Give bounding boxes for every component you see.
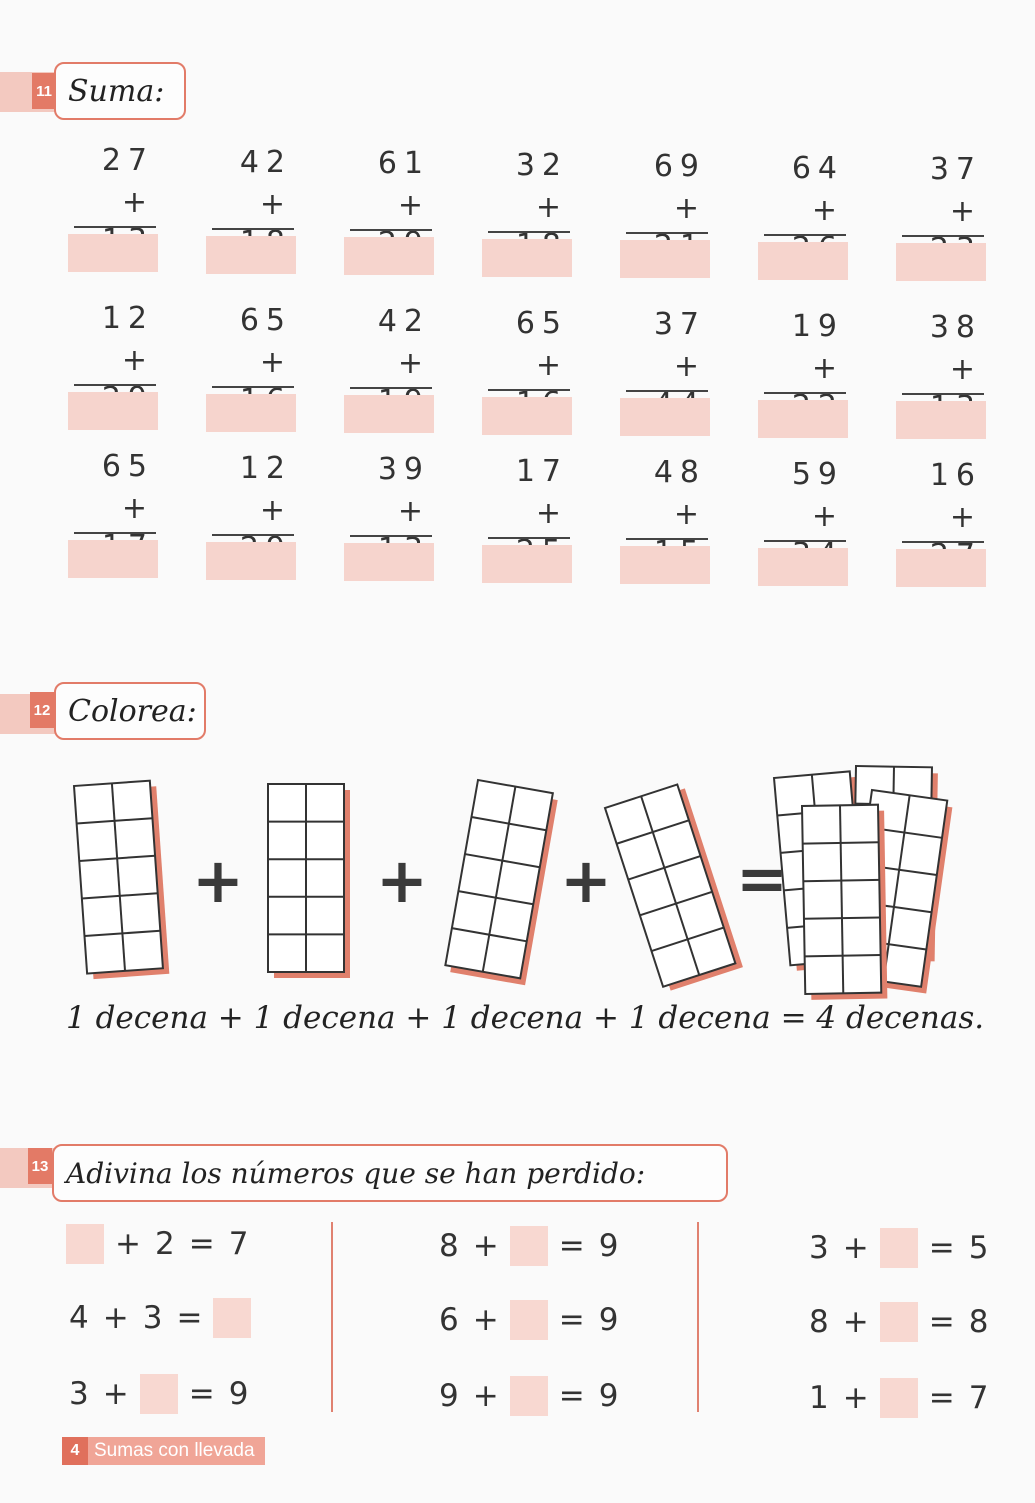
sum-line — [488, 537, 570, 539]
answer-box[interactable] — [896, 243, 986, 281]
addend-top: 19 — [791, 308, 844, 344]
addend-top: 42 — [377, 304, 430, 339]
equation-operator: = — [558, 1228, 585, 1264]
sum-line — [764, 392, 846, 394]
addition-problem — [758, 150, 848, 280]
addend-top: 17 — [515, 453, 568, 489]
answer-box[interactable] — [344, 543, 434, 581]
equation-number: 5 — [968, 1230, 989, 1266]
ex13-title: Adivina los números que se han perdido: — [52, 1144, 728, 1202]
addend-top: 69 — [653, 149, 706, 184]
sum-line — [764, 234, 846, 236]
addition-problem — [482, 147, 572, 277]
addend-bottom: + — [949, 352, 982, 387]
addend-top: 16 — [929, 458, 982, 493]
equation-operator: = — [558, 1302, 585, 1338]
equation-operator: + — [472, 1378, 499, 1414]
ten-bar-stack-4 — [802, 805, 887, 1000]
ex12-caption: 1 decena + 1 decena + 1 decena + 1 decena = 4 decenas. — [66, 1000, 985, 1036]
equation-operator: = — [176, 1300, 203, 1336]
addend-bottom: + — [949, 500, 982, 535]
equation-row — [62, 1224, 255, 1264]
addend-top: 39 — [377, 452, 430, 487]
addend-top: 37 — [653, 307, 706, 342]
equation-operator: = — [928, 1304, 955, 1340]
addition-problem — [68, 448, 158, 578]
answer-box[interactable] — [482, 545, 572, 583]
addend-top: 65 — [515, 305, 568, 341]
equation-operator: + — [842, 1230, 869, 1266]
sum-line — [350, 229, 432, 231]
equation-number: 4 — [69, 1300, 89, 1336]
equation-number: 6 — [439, 1302, 459, 1338]
equation-number: 3 — [69, 1376, 89, 1412]
addition-problem — [758, 308, 848, 438]
equation-operator: + — [472, 1302, 499, 1338]
answer-box[interactable] — [896, 401, 986, 439]
ex12-title: Colorea: — [54, 682, 206, 740]
equation-number: 9 — [598, 1302, 619, 1338]
addition-problem — [344, 145, 434, 275]
equation-operator: = — [188, 1226, 215, 1262]
ex11-title: Suma: — [54, 62, 186, 120]
addend-top: 48 — [653, 455, 706, 490]
answer-box[interactable] — [620, 240, 710, 278]
addition-problem — [68, 300, 158, 430]
answer-box[interactable] — [620, 398, 710, 436]
answer-box[interactable] — [344, 237, 434, 275]
addend-bottom: + — [811, 350, 844, 386]
answer-box[interactable] — [68, 234, 158, 272]
equation-row — [432, 1300, 625, 1340]
missing-number-box[interactable] — [66, 1224, 104, 1264]
answer-box[interactable] — [482, 239, 572, 277]
equation-number: 8 — [968, 1304, 989, 1340]
equation-number: 9 — [228, 1376, 249, 1412]
addend-bottom: + — [535, 189, 568, 225]
equation-number: 2 — [154, 1226, 175, 1262]
equation-number: 9 — [439, 1378, 459, 1414]
equation-row — [62, 1298, 255, 1338]
answer-box[interactable] — [344, 395, 434, 433]
addend-bottom: + — [259, 344, 292, 380]
addition-problem — [896, 151, 986, 281]
column-divider-2 — [697, 1222, 699, 1412]
equation-row — [432, 1376, 625, 1416]
sum-line — [350, 387, 432, 389]
addend-top: 61 — [377, 146, 430, 181]
answer-box[interactable] — [758, 400, 848, 438]
addend-top: 12 — [101, 301, 154, 336]
addition-problem — [620, 454, 710, 584]
plus-sign-1: + — [192, 844, 244, 917]
ten-bar-1 — [74, 780, 169, 979]
addend-top: 65 — [101, 449, 154, 484]
equation-number: 1 — [809, 1380, 829, 1416]
answer-box[interactable] — [206, 236, 296, 274]
addend-bottom: + — [673, 349, 706, 384]
addition-problem — [620, 306, 710, 436]
equation-row — [62, 1374, 255, 1414]
ten-bar-3 — [444, 780, 558, 985]
addend-bottom: + — [397, 346, 430, 381]
equation-number: 8 — [809, 1304, 829, 1340]
addend-top: 37 — [929, 152, 982, 187]
addition-problem — [206, 144, 296, 274]
addend-bottom: + — [535, 495, 568, 531]
answer-box[interactable] — [620, 546, 710, 584]
sum-line — [902, 541, 984, 543]
addition-problem — [206, 302, 296, 432]
addition-problem — [896, 457, 986, 587]
equation-operator: + — [115, 1226, 141, 1262]
equation-operator: = — [558, 1378, 585, 1414]
addend-bottom: + — [121, 343, 154, 378]
addend-top: 42 — [239, 144, 292, 180]
equation-number: 3 — [142, 1300, 163, 1336]
addition-problem — [758, 456, 848, 586]
addition-problem — [896, 309, 986, 439]
addend-top: 65 — [239, 302, 292, 338]
sum-line — [212, 534, 294, 536]
equation-number: 9 — [598, 1228, 619, 1264]
sum-line — [626, 232, 708, 234]
equation-number: 9 — [598, 1378, 619, 1414]
addend-bottom: + — [811, 498, 844, 534]
equation-row — [802, 1228, 995, 1268]
equals-sign: = — [736, 842, 788, 915]
missing-number-box[interactable] — [880, 1378, 918, 1418]
equation-number: 7 — [968, 1380, 989, 1416]
missing-number-box[interactable] — [213, 1298, 251, 1338]
equation-operator: + — [472, 1228, 499, 1264]
addend-top: 38 — [929, 310, 982, 345]
addend-bottom: + — [535, 347, 568, 383]
answer-box[interactable] — [206, 394, 296, 432]
sum-line — [626, 390, 708, 392]
addend-top: 32 — [515, 147, 568, 183]
sum-line — [74, 384, 156, 386]
addition-problem — [482, 305, 572, 435]
sum-line — [764, 540, 846, 542]
equation-row — [802, 1302, 995, 1342]
addend-bottom: + — [259, 186, 292, 222]
equation-operator: + — [842, 1380, 869, 1416]
sum-line — [902, 393, 984, 395]
addend-top: 12 — [239, 450, 292, 486]
missing-number-box[interactable] — [880, 1228, 918, 1268]
page-footer — [62, 1437, 265, 1465]
addend-top: 59 — [791, 456, 844, 492]
equation-operator: + — [842, 1304, 869, 1340]
equation-row — [432, 1226, 625, 1266]
equation-row — [802, 1378, 995, 1418]
sum-line — [488, 389, 570, 391]
addition-problem — [482, 453, 572, 583]
missing-number-box[interactable] — [510, 1300, 548, 1340]
sum-line — [74, 532, 156, 534]
ten-bar-2 — [268, 784, 350, 978]
missing-number-box[interactable] — [510, 1376, 548, 1416]
ex11-number: 11 — [32, 73, 56, 109]
addend-bottom: + — [397, 494, 430, 529]
addend-bottom: + — [121, 185, 154, 220]
missing-number-box[interactable] — [140, 1374, 178, 1414]
plus-sign-3: + — [560, 844, 612, 917]
answer-box[interactable] — [68, 540, 158, 578]
sum-line — [902, 235, 984, 237]
addition-problem — [620, 148, 710, 278]
equation-operator: = — [928, 1380, 955, 1416]
plus-sign-2: + — [376, 844, 428, 917]
equation-operator: + — [102, 1300, 129, 1336]
sum-line — [212, 386, 294, 388]
addition-problem — [344, 451, 434, 581]
answer-box[interactable] — [896, 549, 986, 587]
answer-box[interactable] — [758, 242, 848, 280]
addition-problem — [68, 142, 158, 272]
answer-box[interactable] — [206, 542, 296, 580]
missing-number-box[interactable] — [880, 1302, 918, 1342]
addend-bottom: + — [259, 492, 292, 528]
ex12-number: 12 — [30, 692, 54, 728]
addend-bottom: + — [397, 188, 430, 223]
ten-bar-4 — [605, 783, 743, 993]
addend-top: 27 — [101, 143, 154, 178]
addend-bottom: + — [673, 497, 706, 532]
ex13-number: 13 — [28, 1148, 52, 1184]
addend-bottom: + — [121, 491, 154, 526]
equation-operator: = — [188, 1376, 215, 1412]
sum-line — [212, 228, 294, 230]
addend-bottom: + — [811, 192, 844, 228]
equation-number: 3 — [809, 1230, 829, 1266]
addition-problem — [206, 450, 296, 580]
unit-title: Sumas con llevada — [94, 1440, 255, 1461]
sum-line — [350, 535, 432, 537]
answer-box[interactable] — [758, 548, 848, 586]
missing-number-box[interactable] — [510, 1226, 548, 1266]
answer-box[interactable] — [482, 397, 572, 435]
sum-line — [74, 226, 156, 228]
tens-blocks-illustration — [60, 760, 960, 1010]
addition-problem — [344, 303, 434, 433]
equation-operator: = — [928, 1230, 955, 1266]
column-divider-1 — [331, 1222, 333, 1412]
equation-number: 8 — [439, 1228, 459, 1264]
sum-line — [626, 538, 708, 540]
addend-top: 64 — [791, 150, 844, 186]
equation-operator: + — [102, 1376, 129, 1412]
sum-line — [488, 231, 570, 233]
addend-bottom: + — [673, 191, 706, 226]
answer-box[interactable] — [68, 392, 158, 430]
page-number: 4 — [62, 1437, 88, 1465]
addend-bottom: + — [949, 194, 982, 229]
equation-number: 7 — [228, 1226, 249, 1262]
